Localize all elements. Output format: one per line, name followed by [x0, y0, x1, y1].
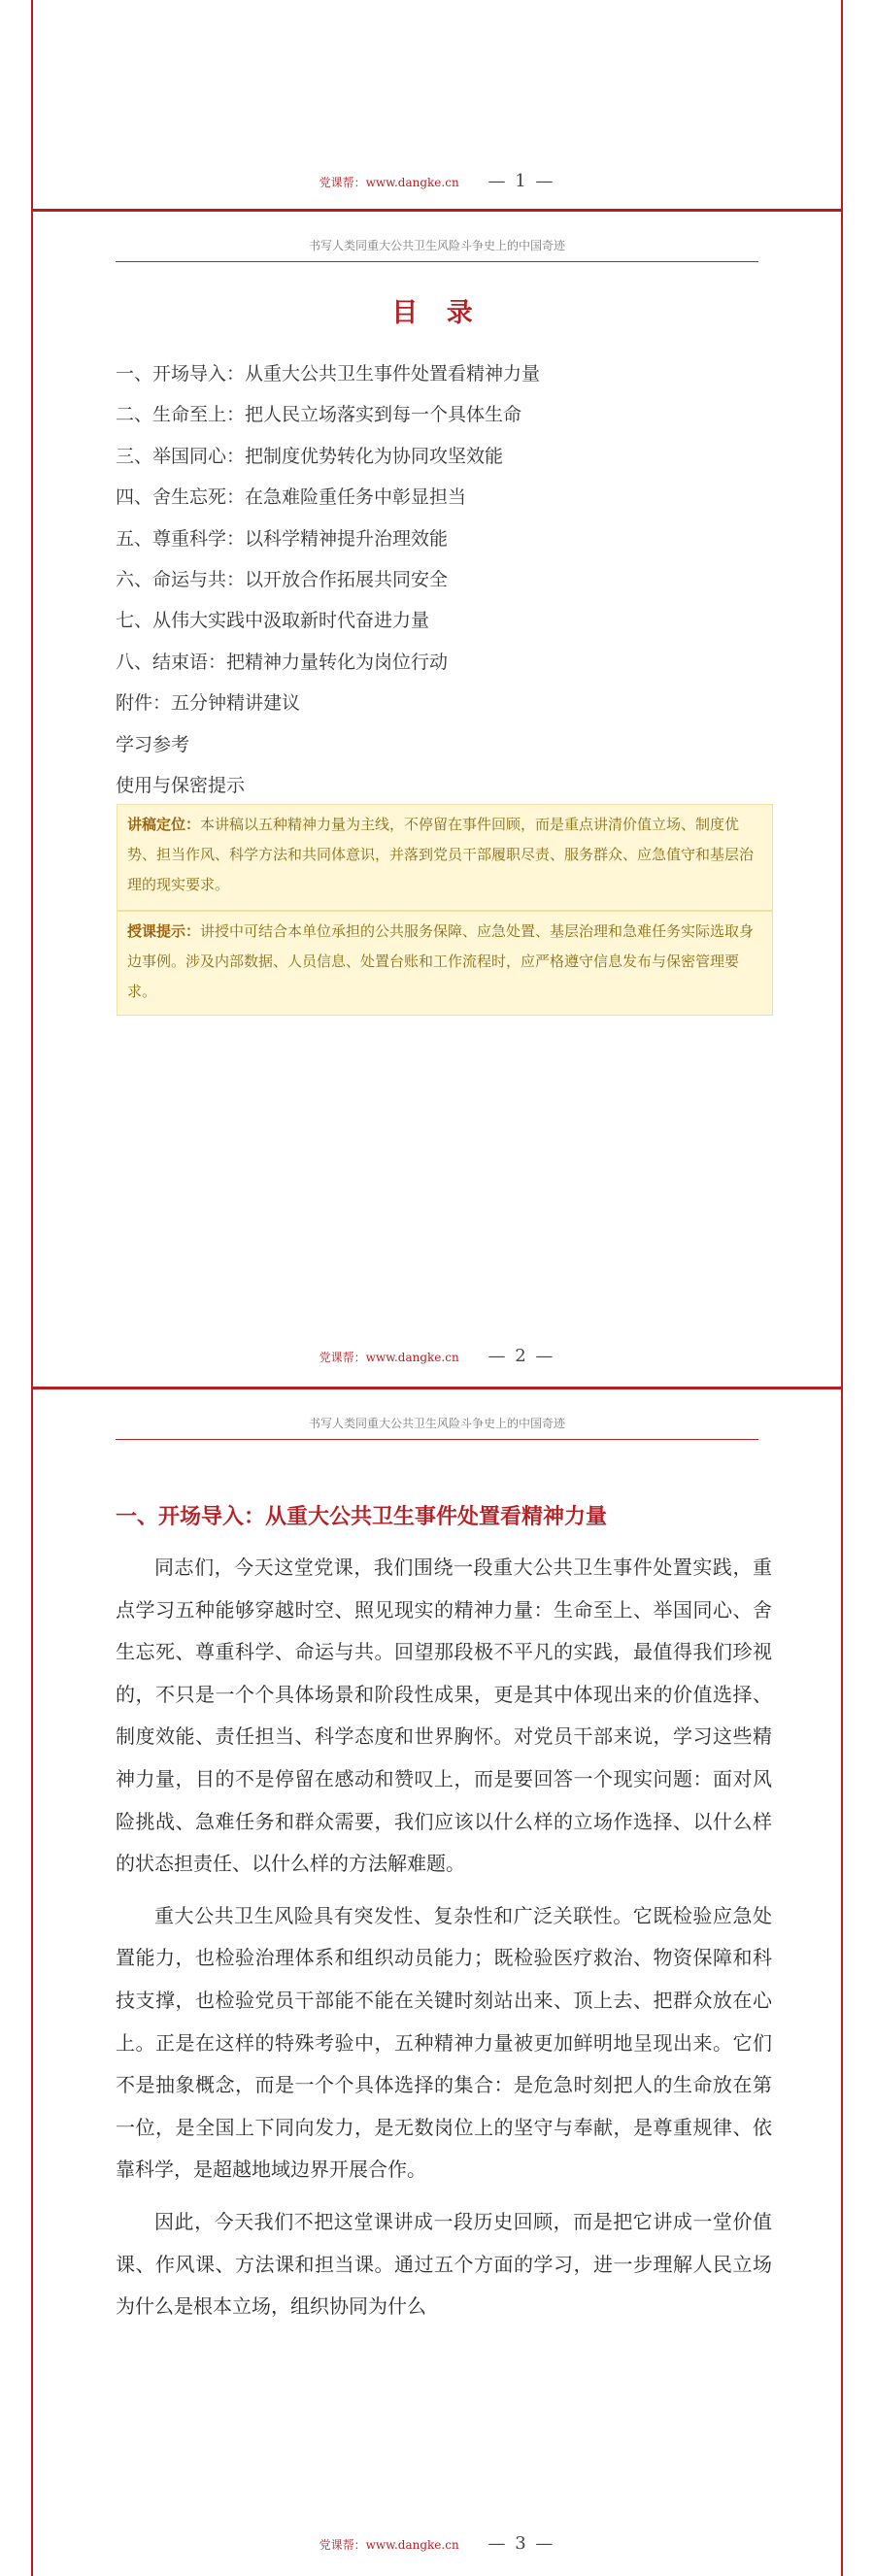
- body-paragraph: 因此，今天我们不把这堂课讲成一段历史回顾，而是把它讲成一堂价值课、作风课、方法课和担当课。通过五个方面的学习，进一步理解人民立场为什么是根本立场，组织协同为什么: [116, 2209, 772, 2319]
- toc-title: 目 录: [391, 298, 483, 328]
- page-2: [31, 212, 843, 1389]
- page-footer: [33, 1346, 841, 1366]
- teaching-tips-note: [117, 911, 773, 1016]
- toc-item[interactable]: 六、命运与共：以开放合作拓展共同安全: [116, 568, 449, 590]
- table-of-contents: [116, 353, 776, 806]
- note-label: 授课提示：: [127, 922, 201, 940]
- toc-item[interactable]: 三、举国同心：把制度优势转化为协同攻坚效能: [116, 445, 504, 467]
- note-text: 讲授中可结合本单位承担的公共服务保障、应急处置、基层治理和急难任务实际选取身边事例。涉及内部数据、人员信息、处置台账和工作流程时，应严格遵守信息发布与保密管理要求。: [127, 922, 755, 1000]
- toc-item[interactable]: 五、尊重科学：以科学精神提升治理效能: [116, 527, 449, 550]
- page-number: — 1 —: [487, 171, 555, 191]
- page-footer: [33, 171, 841, 191]
- page-footer: [33, 2533, 841, 2554]
- toc-item[interactable]: 七、从伟大实践中汲取新时代奋进力量: [116, 610, 430, 632]
- footer-site-link[interactable]: 党课帮：www.dangke.cn: [319, 1351, 459, 1364]
- section-body: [116, 1547, 772, 2338]
- toc-item[interactable]: 一、开场导入：从重大公共卫生事件处置看精神力量: [116, 363, 541, 385]
- running-head: 书写人类同重大公共卫生风险斗争史上的中国奇迹: [116, 237, 758, 262]
- body-paragraph: 重大公共卫生风险具有突发性、复杂性和广泛关联性。它既检验应急处置能力，也检验治理体系和组织动员能力；既检验医疗救治、物资保障和科技支撑，也检验党员干部能不能在关键时刻站出来、顶上去、把群众放在心上。正是在这样的特殊考验中，五种精神力量被更加鲜明地呈现出来。它们不是抽象概念，而是一个个具体选择的集合：是危急时刻把人的生命放在第一位，是全国上下同向发力，是无数岗位上的坚守与奉献，是尊重规律、依靠科学，是超越地域边界开展合作。: [116, 1903, 772, 2182]
- running-head: 书写人类同重大公共卫生风险斗争史上的中国奇迹: [116, 1415, 758, 1440]
- toc-item[interactable]: 四、舍生忘死：在急难险重任务中彰显担当: [116, 486, 467, 509]
- section-heading: 一、开场导入：从重大公共卫生事件处置看精神力量: [116, 1504, 608, 1529]
- toc-item[interactable]: 二、生命至上：把人民立场落实到每一个具体生命: [116, 404, 522, 426]
- toc-item[interactable]: 八、结束语：把精神力量转化为岗位行动: [116, 651, 449, 673]
- note-text: 本讲稿以五种精神力量为主线，不停留在事件回顾，而是重点讲清价值立场、制度优势、担当作风、科学方法和共同体意识，并落到党员干部履职尽责、服务群众、应急值守和基层治理的现实要求。: [127, 816, 755, 893]
- lecture-positioning-note: [117, 804, 773, 911]
- note-label: 讲稿定位：: [127, 816, 201, 833]
- toc-item[interactable]: 学习参考: [116, 733, 190, 755]
- page-1: [31, 0, 843, 212]
- footer-site-link[interactable]: 党课帮：www.dangke.cn: [319, 2538, 459, 2552]
- page-number: — 3 —: [487, 2533, 555, 2554]
- toc-item[interactable]: 使用与保密提示: [116, 774, 246, 796]
- page-number: — 2 —: [487, 1346, 555, 1366]
- page-3: [31, 1389, 843, 2576]
- body-paragraph: 同志们，今天这堂党课，我们围绕一段重大公共卫生事件处置实践，重点学习五种能够穿越时空、照见现实的精神力量：生命至上、举国同心、舍生忘死、尊重科学、命运与共。回望那段极不平凡的实践，最值得我们珍视的，不只是一个个具体场景和阶段性成果，更是其中体现出来的价值选择、制度效能、责任担当、科学态度和世界胸怀。对党员干部来说，学习这些精神力量，目的不是停留在感动和赞叹上，而是要回答一个现实问题：面对风险挑战、急难任务和群众需要，我们应该以什么样的立场作选择、以什么样的状态担责任、以什么样的方法解难题。: [116, 1556, 772, 1876]
- footer-site-link[interactable]: 党课帮：www.dangke.cn: [319, 176, 459, 189]
- toc-item[interactable]: 附件：五分钟精讲建议: [116, 692, 301, 715]
